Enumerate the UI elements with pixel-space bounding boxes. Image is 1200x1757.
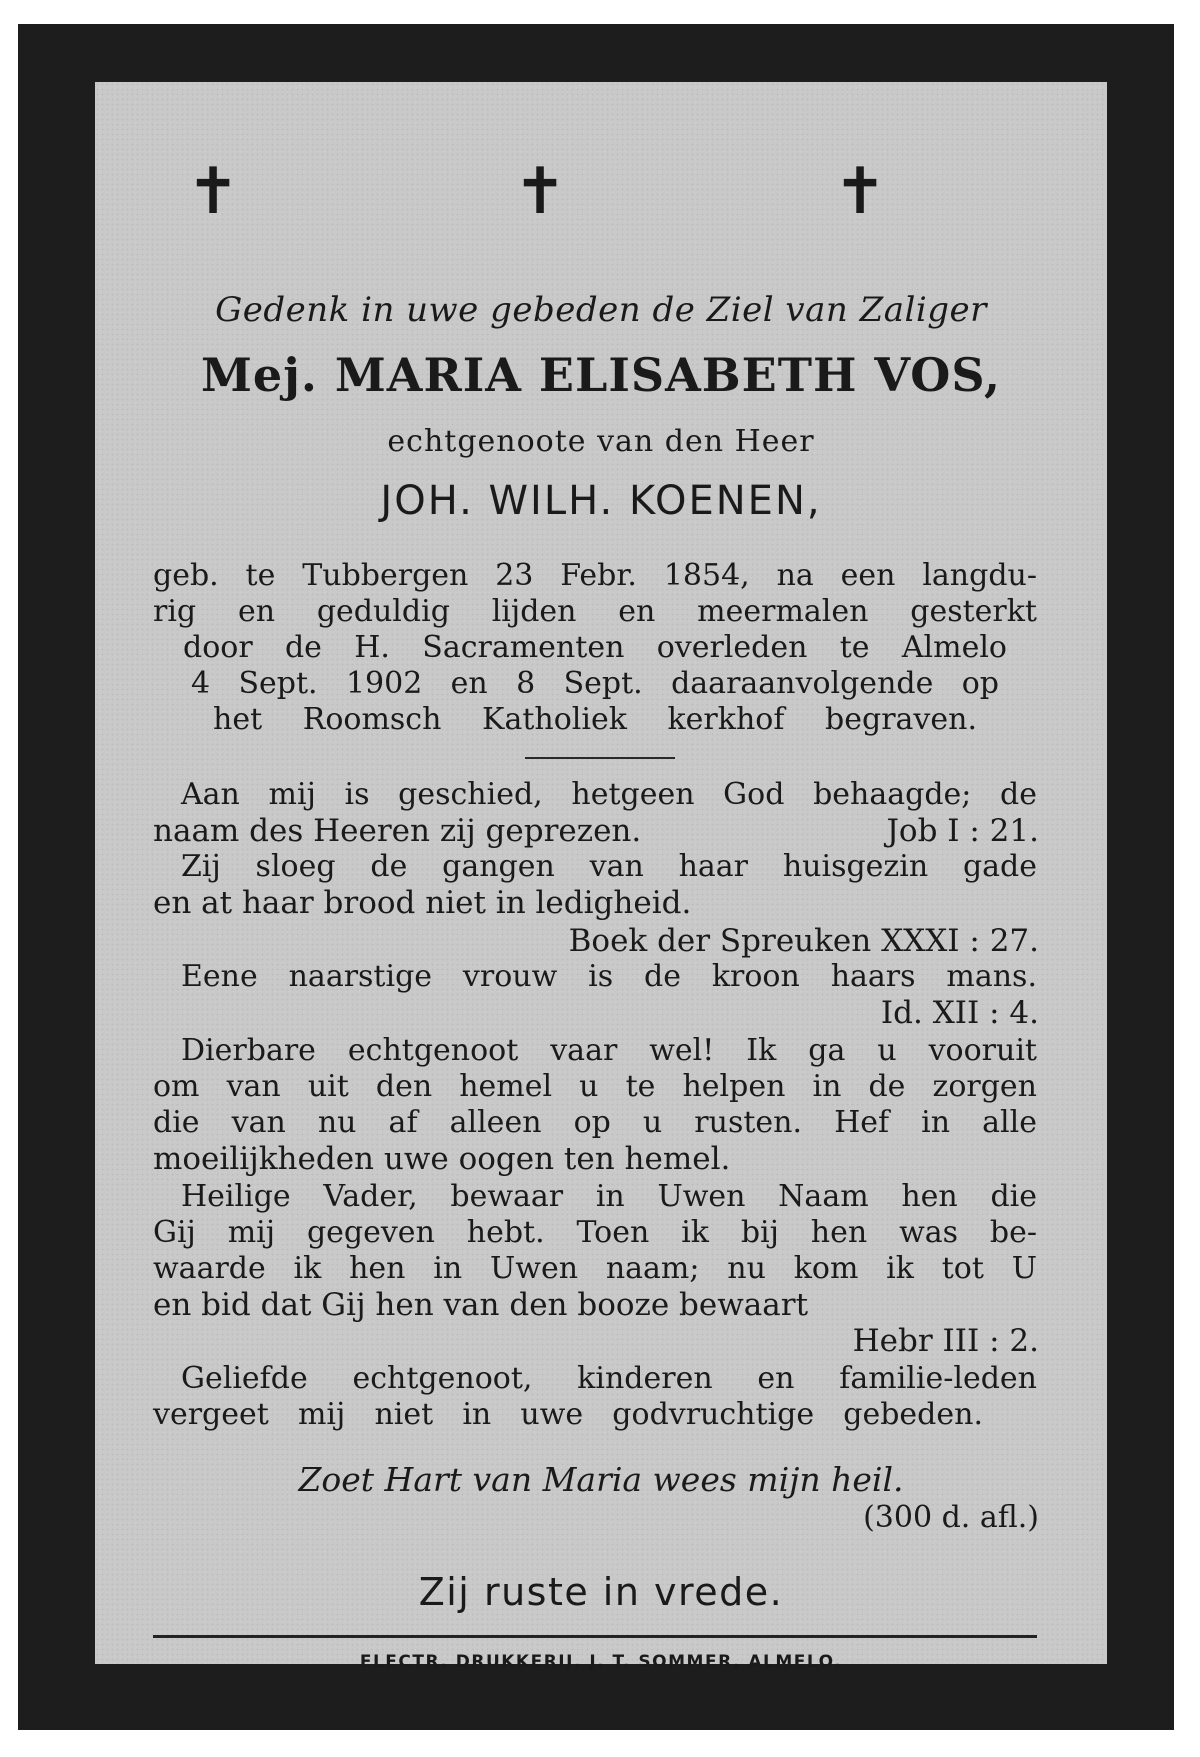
cross-icon: ✝ <box>186 155 240 229</box>
bio-line: geb. te Tubbergen 23 Febr. 1854, na een langdu- <box>153 558 1037 593</box>
quote-block <box>153 1361 1037 1433</box>
quote-line: Aan mij is geschied, hetgeen God behaagde; de <box>181 777 1037 812</box>
quote-block <box>181 959 1037 995</box>
indulgence-note: (300 d. afl.) <box>863 1500 1039 1535</box>
quote-block <box>153 1033 1037 1141</box>
scripture-reference: Id. XII : 4. <box>880 995 1039 1031</box>
scripture-reference: Job I : 21. <box>886 813 1039 849</box>
deceased-name: Mej. MARIA ELISABETH VOS, <box>201 348 1001 402</box>
spouse-intro: echtgenoote van den Heer <box>387 424 815 459</box>
quote-line: Heilige Vader, bewaar in Uwen Naam hen die <box>181 1179 1037 1214</box>
intro-text: Gedenk in uwe gebeden de Ziel van Zaliger <box>215 290 987 330</box>
scripture-reference: Hebr III : 2. <box>852 1323 1039 1359</box>
cross-icon: ✝ <box>513 155 567 229</box>
quote-line: Gij mij gegeven hebt. Toen ik bij hen was be- <box>153 1215 1037 1250</box>
bio-line: rig en geduldig lijden en meermalen gesterkt <box>153 594 1037 629</box>
quote-line: Dierbare echtgenoot vaar wel! Ik ga u vooruit <box>181 1033 1037 1068</box>
quote-block <box>153 1179 1037 1287</box>
rest-in-peace: Zij ruste in vrede. <box>418 1570 784 1614</box>
biography <box>153 558 1037 738</box>
quote-line: en bid dat Gij hen van den booze bewaart <box>153 1287 809 1323</box>
quote-line: Eene naarstige vrouw is de kroon haars mans. <box>181 959 1037 994</box>
quote-block <box>181 849 1037 885</box>
quote-line: naam des Heeren zij geprezen. <box>153 813 642 849</box>
spouse-name: JOH. WILH. KOENEN, <box>380 478 822 524</box>
bio-line: door de H. Sacramenten overleden te Almelo <box>183 630 1007 665</box>
scripture-reference: Boek der Spreuken XXXI : 27. <box>568 923 1039 959</box>
footer-rule <box>153 1635 1037 1638</box>
quote-line: Geliefde echtgenoot, kinderen en familie-leden <box>181 1361 1037 1396</box>
quote-line: Zij sloeg de gangen van haar huisgezin gade <box>181 849 1037 884</box>
cross-icon: ✝ <box>833 155 887 229</box>
quote-line: vergeet mij niet in uwe godvruchtige gebeden. <box>153 1397 983 1432</box>
quote-line: om van uit den hemel u te helpen in de zorgen <box>153 1069 1037 1104</box>
memorial-card <box>18 24 1174 1730</box>
quote-block <box>181 777 1037 813</box>
bio-line: het Roomsch Katholiek kerkhof begraven. <box>213 702 977 737</box>
cross-row <box>95 155 1107 230</box>
bio-line: 4 Sept. 1902 en 8 Sept. daaraanvolgende op <box>191 666 999 701</box>
card-face <box>95 82 1107 1672</box>
closing-prayer: Zoet Hart van Maria wees mijn heil. <box>298 1460 904 1499</box>
divider <box>525 757 675 759</box>
quote-line: waarde ik hen in Uwen naam; nu kom ik tot U <box>153 1251 1037 1286</box>
quote-line: moeilijkheden uwe oogen ten hemel. <box>153 1141 731 1177</box>
printer-credit: ELECTR. DRUKKERIJ, J. T. SOMMER, ALMELO. <box>359 1652 843 1672</box>
quote-line: en at haar brood niet in ledigheid. <box>153 885 692 921</box>
quote-line: die van nu af alleen op u rusten. Hef in alle <box>153 1105 1037 1140</box>
